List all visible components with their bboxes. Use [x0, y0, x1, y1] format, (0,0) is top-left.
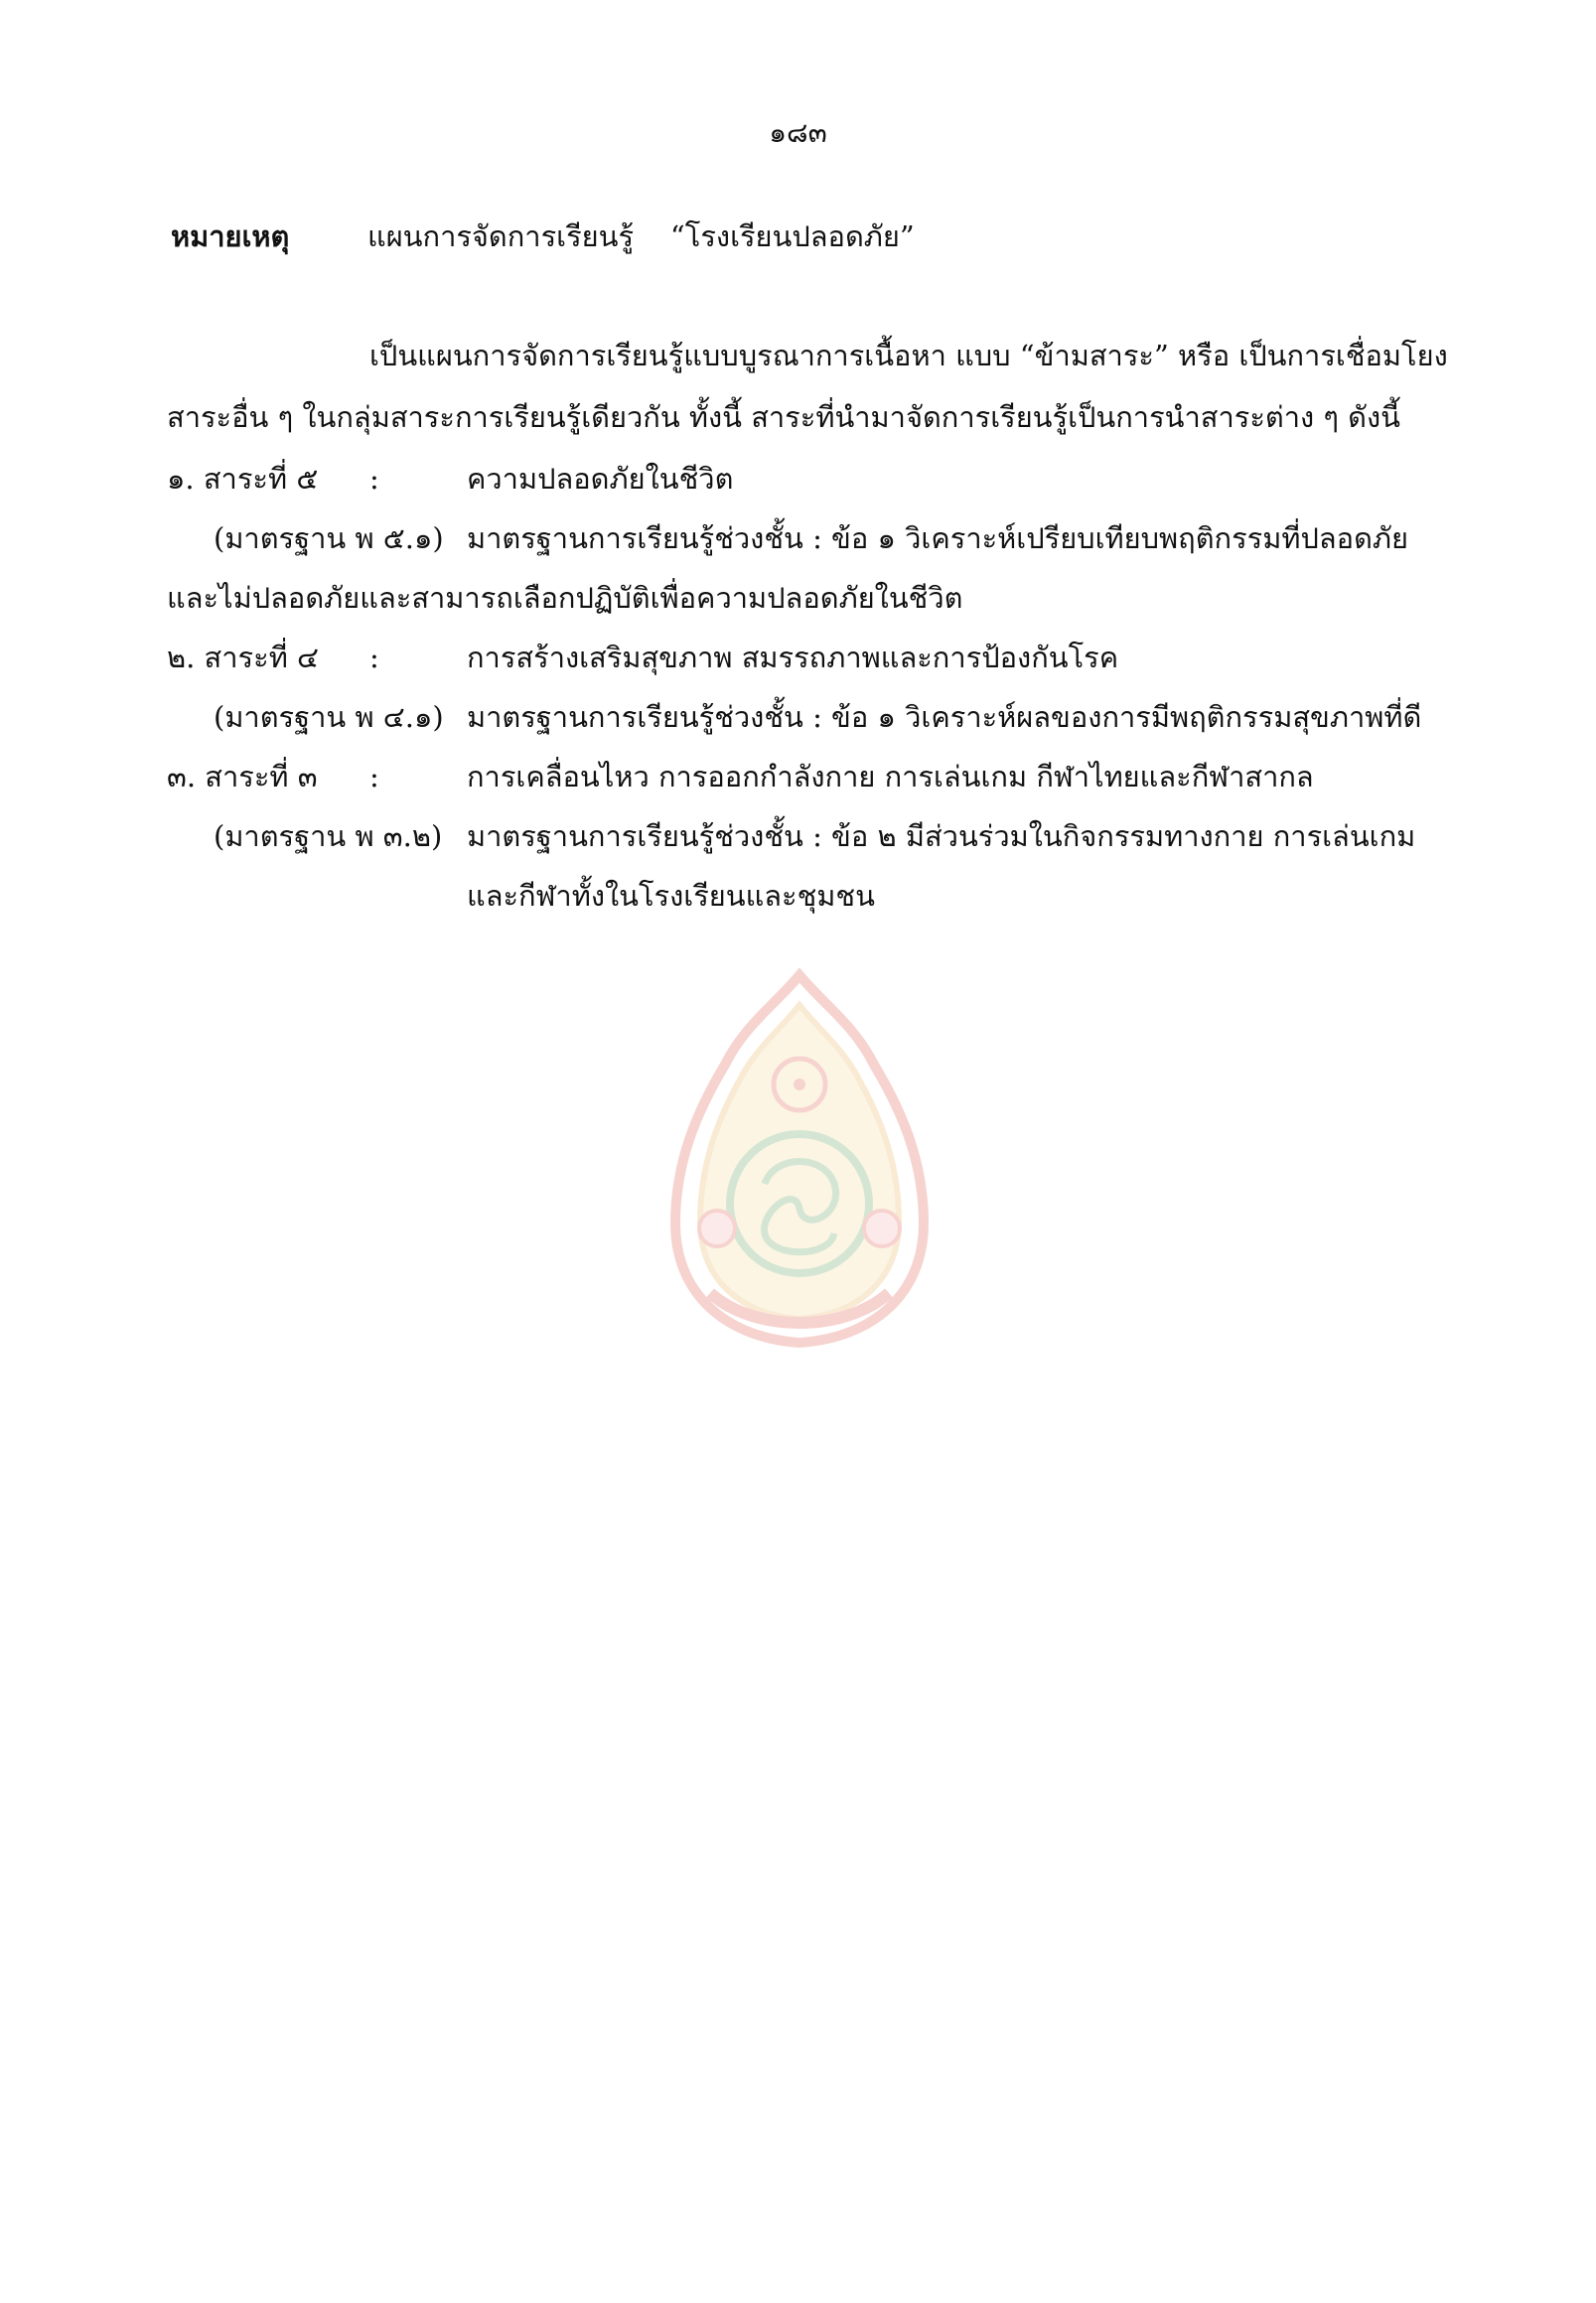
- item-2-text: การสร้างเสริมสุขภาพ สมรรถภาพและการป้องกันโรค: [467, 641, 1119, 674]
- item-2-number: ๒. สาระที่ ๔: [167, 641, 319, 674]
- intro-line-1: เป็นแผนการจัดการเรียนรู้แบบบูรณาการเนื้อหา แบบ “ข้ามสาระ” หรือ เป็นการเชื่อมโยง: [369, 339, 1448, 372]
- item-3-colon: :: [369, 760, 379, 793]
- intro-line-2: สาระอื่น ๆ ในกลุ่มสาระการเรียนรู้เดียวกัน ทั้งนี้ สาระที่นำมาจัดการเรียนรู้เป็นการนำสาระต่าง ๆ ดังนี้: [167, 400, 1401, 434]
- item-1-standard-continuation: และไม่ปลอดภัยและสามารถเลือกปฏิบัติเพื่อความปลอดภัยในชีวิต: [167, 581, 963, 615]
- note-label: หมายเหตุ: [171, 219, 290, 253]
- item-3-standard-label: (มาตรฐาน พ ๓.๒): [214, 819, 443, 853]
- seal-watermark: [655, 965, 943, 1353]
- item-3-standard-continuation: และกีฬาทั้งในโรงเรียนและชุมชน: [467, 879, 875, 913]
- item-2-colon: :: [369, 641, 379, 674]
- item-1-number: ๑. สาระที่ ๕: [167, 462, 319, 496]
- item-1-standard-text: มาตรฐานการเรียนรู้ช่วงชั้น : ข้อ ๑ วิเคราะห์เปรียบเทียบพฤติกรรมที่ปลอดภัย: [467, 521, 1409, 555]
- item-1-text: ความปลอดภัยในชีวิต: [467, 462, 734, 496]
- note-text: แผนการจัดการเรียนรู้ “โรงเรียนปลอดภัย”: [367, 219, 915, 253]
- item-1-standard-label: (มาตรฐาน พ ๕.๑): [214, 521, 444, 555]
- item-2-standard-text: มาตรฐานการเรียนรู้ช่วงชั้น : ข้อ ๑ วิเคราะห์ผลของการมีพฤติกรรมสุขภาพที่ดี: [467, 700, 1422, 734]
- page-number: ๑๘๓: [769, 116, 827, 149]
- item-3-number: ๓. สาระที่ ๓: [167, 760, 318, 793]
- item-3-text: การเคลื่อนไหว การออกกำลังกาย การเล่นเกม กีฬาไทยและกีฬาสากล: [467, 760, 1314, 793]
- item-1-colon: :: [369, 462, 379, 496]
- item-2-standard-label: (มาตรฐาน พ ๔.๑): [214, 700, 444, 734]
- item-3-standard-text: มาตรฐานการเรียนรู้ช่วงชั้น : ข้อ ๒ มีส่วนร่วมในกิจกรรมทางกาย การเล่นเกม: [467, 819, 1416, 853]
